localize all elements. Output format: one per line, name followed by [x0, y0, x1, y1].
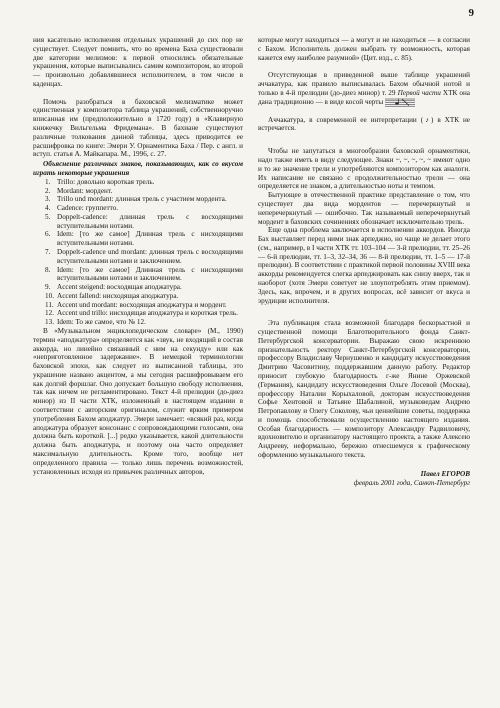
- ornament-item-number: 2.: [45, 186, 51, 195]
- ornament-item-text: Accent und mordant: восходящая аподжатура и мордент.: [57, 300, 227, 309]
- ornament-item: [33, 266, 243, 284]
- left-column: [33, 36, 243, 476]
- ornament-item-text: Idem: То же самое, что № 12.: [57, 318, 146, 327]
- ornament-item-number: 8.: [45, 265, 51, 274]
- paragraph: ния касательно исполнения отдельных украшений до сих пор не существует. Следует помнить, что во времена Баха существовали две категории мелизмов: к первой относились обязательные украшения, которые выписывались самим композитором, ко второй — произвольно добавлявшиеся исполнителем, в том числе в каденцах.: [33, 36, 243, 88]
- ornament-item: [33, 178, 243, 187]
- ornament-item-number: 6.: [45, 230, 51, 239]
- ornament-item: [33, 318, 243, 327]
- ornament-item-number: 12.: [45, 309, 54, 318]
- ornament-item-text: Idem: [то же самое] Длинная трель с нисходящими вступительными нотами и заключением.: [57, 265, 243, 283]
- ornament-item-text: Accent und trillo: нисходящая аподжатура и короткая трель.: [57, 309, 238, 318]
- acciaccatura-notation-icon: [385, 98, 415, 107]
- ornament-item: [33, 309, 243, 318]
- ornament-item-text: Accent fallend: нисходящая аподжатура.: [57, 291, 179, 300]
- ornament-item-text: Trillo und mordant: длинная трель с участием мордента.: [57, 195, 227, 204]
- text-run: ХТК она дана традиционно — в виде косой черты: [258, 88, 470, 106]
- text-run: Первой части: [397, 88, 441, 97]
- ornament-item-text: Cadence: группетто.: [57, 204, 119, 213]
- ornament-item-number: 9.: [45, 283, 51, 292]
- ornament-item: [33, 301, 243, 310]
- ornament-item-number: 3.: [45, 195, 51, 204]
- ornament-item-number: 4.: [45, 204, 51, 213]
- ornament-item: [33, 248, 243, 266]
- author-signature: Павел ЕГОРОВ: [420, 469, 470, 478]
- ornament-item: [33, 292, 243, 301]
- ornament-item-text: Doppelt-cadence: длинная трель с восходящими вступительными нотами.: [57, 212, 243, 230]
- paragraph: Чтобы не запутаться в многообразии баховской орнаментики, надо также иметь в виду следующее. Знаки ~, ~, ~, ~, ~ имеют одно и то же значение трели и употребляются композитором как аналоги. Их написание не связано с продолжительностью трели — она определяется не знаком, а длительностью ноты и темпом.: [258, 147, 470, 191]
- ornament-item-text: Trillo: довольно короткая трель.: [57, 177, 155, 186]
- ornament-item: [33, 230, 243, 248]
- ornament-item-text: Accent steigend: восходящая аподжатура.: [57, 283, 182, 292]
- ornament-item-text: Idem: [то же самое] Длинная трель с нисходящими вступительными нотами.: [57, 230, 243, 248]
- paragraph: [258, 71, 470, 106]
- signature-date: февраль 2001 года, Санкт-Петербург: [353, 478, 470, 487]
- ornament-item-number: 1.: [45, 177, 51, 186]
- ornament-item: [33, 213, 243, 231]
- paragraph: которые могут находиться — а могут и не находиться — в согласии с Бахом. Исполнитель должен выбрать ту возможность, которая кажется ему наиболее разумной» (Цит. изд., с. 85).: [258, 36, 470, 62]
- ornament-item-text: Doppelt-cadence und mordant: длинная трель с восходящими вступительными нотами и заключением.: [57, 247, 243, 265]
- page-number: 9: [468, 7, 474, 19]
- paragraph: Еще одна проблема заключается в исполнении аккордов. Иногда Бах выставляет перед ними знак арпеджио, но чаще не делает этого (см., например, в I части ХТК тт. 103–104 — 3-й прелюдии, тт. 25–26 — 6-й прелюдии, тт. 1–3, 32–34, 36 — 8-й прелюдии, тт. 1–5 — 17-й прелюдии). В соответствии с практикой первой половины XVIII века аккорды рекомендуется слегка арпеджировать как снизу вверх, так и наоборот (хотя Эмери советует не злоупотреблять этим приемом). Здесь, как, впрочем, и в других вопросах, всё зависит от вкуса и эрудиции исполнителя.: [258, 226, 470, 305]
- ornament-item-number: 5.: [45, 212, 51, 221]
- text-run: Отсутствующая в приведенной выше таблице украшений аччакатура, как правило выписывалась Бахом обычной нотой и только в 4-й прелюдии (до-диез минор) т. 29: [258, 71, 470, 97]
- ornament-table-heading: Объяснение различных знаков, показывающих, как со вкусом играть некоторые украшения: [33, 160, 243, 177]
- ornament-item-number: 13.: [45, 318, 54, 327]
- paragraph: Помочь разобраться в баховской мелизматике может единственная у композитора таблица украшений, собственноручно вписанная им (предположительно в 1720 году) в «Клавирную книжечку Вильгельма Фридемана». В бахиане существуют различные толкования данной таблицы, здесь приводится ее расшифровка по книге: Эмери У. Орнаментика Баха / Пер. с англ. и вступ. статья А. Майкапара. М., 1996, с. 27.: [33, 97, 243, 159]
- paragraph: Эта публикация стала возможной благодаря бескорыстной и существенной помощи Благотворительного фонда Санкт-Петербургской консерватории. Выражаю свою искреннюю признательность ректору Санкт-Петербургской консерватории, профессору Владиславу Чернушенко и кандидату искусствоведения Дмитрию Часовитину, поддержавшим данную работу. Редактор приносит глубокую благодарность г-же Янине Оржевской (Германия), кандидату искусствоведения Ольге Лосевой (Москва), профессору Наталии Корыхаловой, докторам искусствоведения Софье Хентовой и Татьяне Шабалиной, музыковедам Андрею Петропавлову и Олегу Соколову, чьи ценнейшие советы, поддержка и помощь способствовали осуществлению настоящего издания. Особая благодарность — композитору Александру Радвиловичу, вдохновителю и организатору настоящего проекта, а также Алексею Андрееву, неформально, бережно отнесшемуся к графическому оформлению музыкального текста.: [258, 319, 470, 460]
- paragraph: В «Музыкальном энциклопедическом словаре» (М., 1990) термин «аподжатура» определяется как «звук, не входящий в состав аккорда, но линейно связанный с ним на секунду» или как «неприготовленное задержание». В немецкой терминологии баховской эпохи, как следует из выписанной таблицы, это украшение названо акцентом, а мы сегодня расшифровываем его как долгий форшлаг. Оно допускает большую свободу исполнения, так как ничем не регламентировано. Текст 4-й прелюдии (до-диез минор) из II части ХТК, изложенный в настоящем издании в соответствии с авторским оригиналом, служит ярким примером употребления Бахом аподжатур. Эмери замечает: «всякий раз, когда аподжатура образует консонанс с сопровождающими голосами, она должна быть короткой. [...] редко указывается, какой длительности должна быть аподжатура, и поэтому она часто определяет максимальную длительность. Кроме того, вообще нет определенного правила — только лишь перечень возможностей, установленных исходя из привычек различных авторов,: [33, 327, 243, 476]
- paragraph: Бытующее в отечественной практике представление о том, что существует два вида мордентов — перечеркнутый и неперечеркнутый — ошибочно. Так называемый неперечеркнутый мордент в баховских сочинениях обозначает исключительно трель.: [258, 191, 470, 226]
- ornament-list: [33, 178, 243, 327]
- ornament-item: [33, 204, 243, 213]
- ornament-item: [33, 187, 243, 196]
- ornament-item: [33, 283, 243, 292]
- paragraph: Аччакатура, в современной ее интерпретации (♪) в ХТК не встречается.: [258, 115, 470, 133]
- right-column: [258, 36, 470, 487]
- ornament-item-number: 11.: [45, 300, 54, 309]
- ornament-item-text: Mordant: мордент.: [57, 186, 113, 195]
- ornament-item-number: 10.: [45, 291, 54, 300]
- ornament-item-number: 7.: [45, 247, 51, 256]
- ornament-item: [33, 195, 243, 204]
